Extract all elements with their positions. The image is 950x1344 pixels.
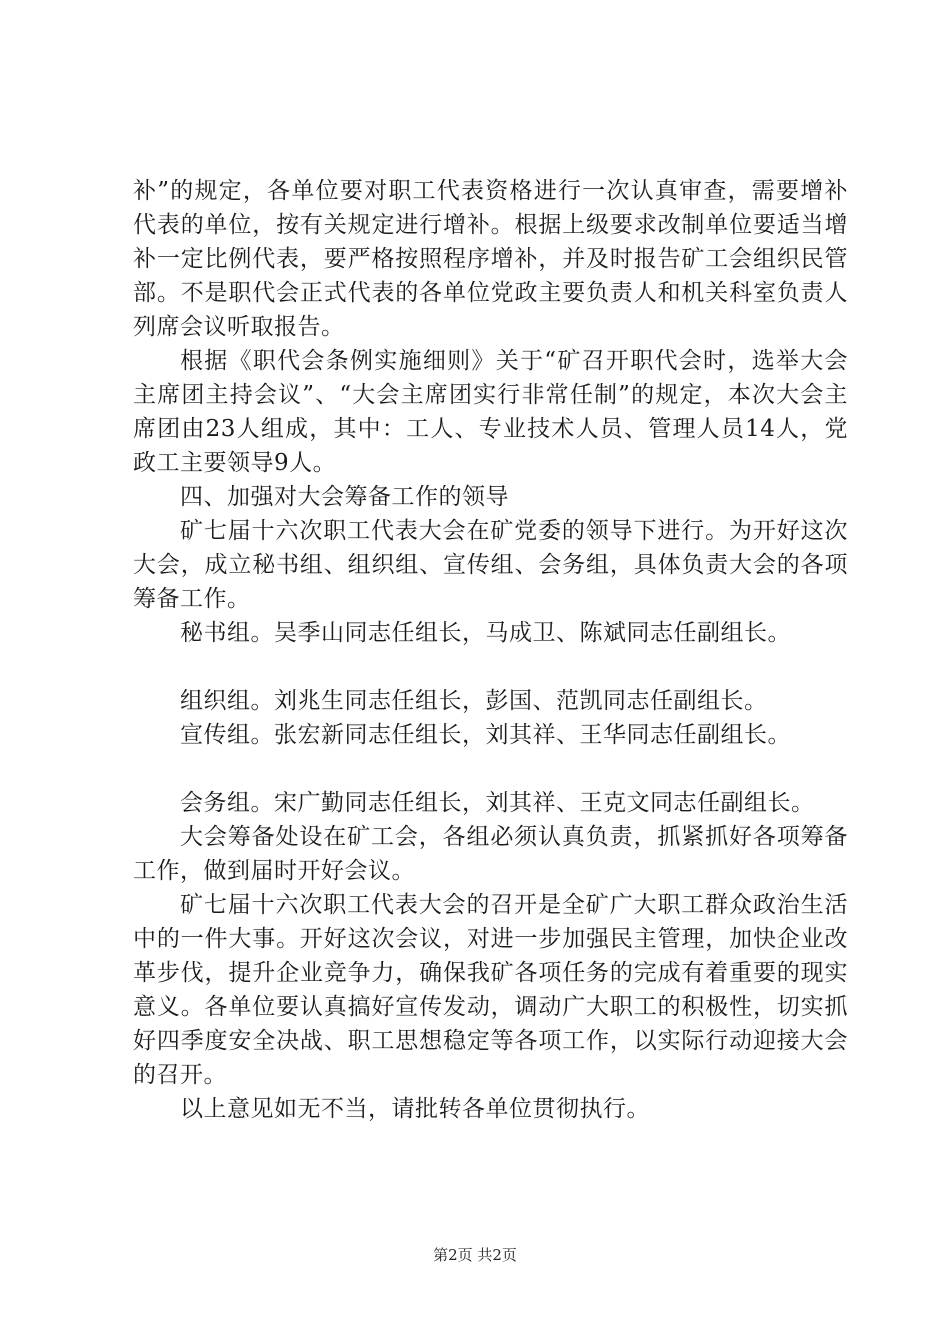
paragraph-preparation-office: 大会筹备处设在矿工会，各组必须认真负责，抓紧抓好各项筹备工作，做到届时开好会议。: [133, 824, 848, 884]
document-body: [133, 174, 848, 1126]
paragraph-presidium: 根据《职代会条例实施细则》关于“矿召开职代会时，选举大会主席团主持会议”、“大会主席团实行非常任制”的规定，本次大会主席团由23人组成，其中：工人、专业技术人员、管理人员14人，党政工主要领导9人。: [133, 348, 848, 476]
paragraph-continuation: 补”的规定，各单位要对职工代表资格进行一次认真审查，需要增补代表的单位，按有关规定进行增补。根据上级要求改制单位要适当增补一定比例代表，要严格按照程序增补，并及时报告矿工会组织民管部。不是职代会正式代表的各单位党政主要负责人和机关科室负责人列席会议听取报告。: [133, 178, 848, 340]
page-number-footer: 第2页 共2页: [433, 1246, 517, 1264]
paragraph-closing: 以上意见如无不当，请批转各单位贯彻执行。: [180, 1096, 650, 1122]
paragraph-organization-group: 组织组。刘兆生同志任组长，彭国、范凯同志任副组长。: [180, 688, 768, 714]
section-heading: 四、加强对大会筹备工作的领导: [180, 484, 509, 510]
blank-line: [133, 650, 848, 684]
paragraph-publicity-group: 宣传组。张宏新同志任组长，刘其祥、王华同志任副组长。: [180, 722, 791, 748]
paragraph-affairs-group: 会务组。宋广勤同志任组长，刘其祥、王克文同志任副组长。: [180, 790, 815, 816]
paragraph-secretary-group: 秘书组。吴季山同志任组长，马成卫、陈斌同志任副组长。: [180, 620, 791, 646]
paragraph-preparation: 矿七届十六次职工代表大会在矿党委的领导下进行。为开好这次大会，成立秘书组、组织组、宣传组、会务组，具体负责大会的各项筹备工作。: [133, 518, 848, 612]
paragraph-significance: 矿七届十六次职工代表大会的召开是全矿广大职工群众政治生活中的一件大事。开好这次会议，对进一步加强民主管理，加快企业改革步伐，提升企业竞争力，确保我矿各项任务的完成有着重要的现实意义。各单位要认真搞好宣传发动，调动广大职工的积极性，切实抓好四季度安全决战、职工思想稳定等各项工作，以实际行动迎接大会的召开。: [133, 892, 848, 1088]
blank-line: [133, 752, 848, 786]
